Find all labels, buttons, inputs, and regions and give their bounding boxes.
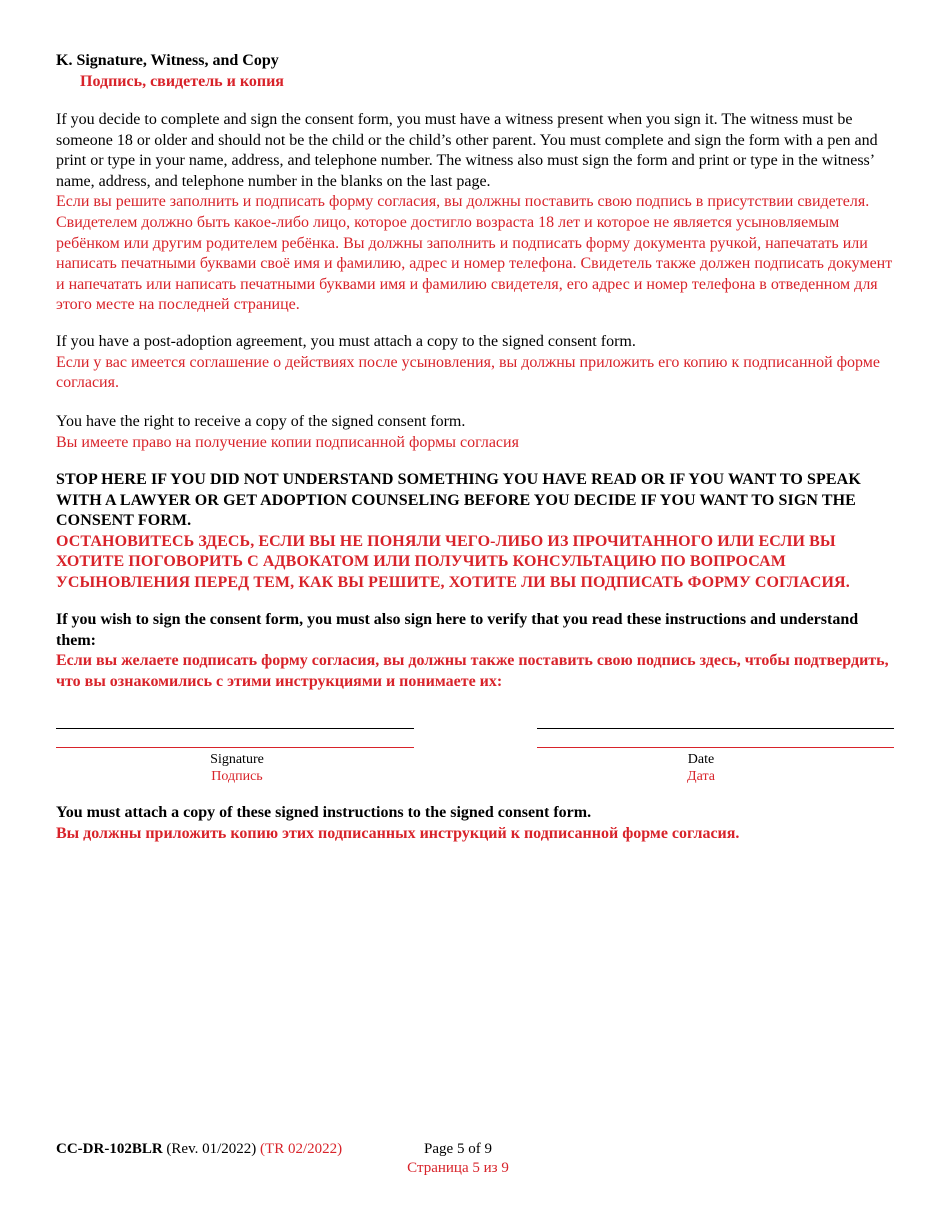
section-title-ru: Подпись, свидетель и копия (80, 72, 284, 90)
date-line[interactable] (537, 728, 894, 729)
witness-text-ru: Если вы решите заполнить и подписать форму согласия, вы должны поставить свою подпись в присутствии свидетеля. Свидетелем должно быть какое-либо лицо, которое достигло возраста 18 лет и которое не является усыновляемым ребёнком или другим родителем ребёнка. Вы должны заполнить и подписать форму документа ручкой, напечатать или написать печатными буквами своё имя и фамилию, адрес и номер телефона. Свидетель также должен подписать документ и напечатать или написать печатными буквами имя и фамилию свидетеля, его адрес и номер телефона в отведенном для этого месте на последней странице. (56, 193, 893, 314)
signature-line[interactable] (56, 728, 414, 729)
page-number (380, 1140, 536, 1178)
post-adoption-text-en: If you have a post-adoption agreement, you must attach a copy to the signed consent form. (56, 333, 636, 350)
copy-right-text-ru: Вы имеете право на получение копии подписанной формы согласия (56, 433, 519, 451)
translation-revision: (TR 02/2022) (260, 1141, 343, 1157)
section-heading (56, 51, 284, 92)
signature-line-ru (56, 747, 414, 748)
attach-text-en: You must attach a copy of these signed instructions to the signed consent form. (56, 804, 592, 821)
page-number-en: Page 5 of 9 (424, 1141, 492, 1157)
post-adoption-paragraph (56, 332, 898, 394)
date-label-en: Date (687, 752, 715, 767)
stop-warning-en: STOP HERE IF YOU DID NOT UNDERSTAND SOMETHING YOU HAVE READ OR IF YOU WANT TO SPEAK WITH A LAWYER OR GET ADOPTION COUNSELING BEFORE YOU DECIDE IF YOU WANT TO SIGN THE CONSENT FORM. (56, 471, 861, 530)
attach-text-ru: Вы должны приложить копию этих подписанных инструкций к подписанной форме согласия. (56, 824, 740, 842)
signature-label-ru: Подпись (211, 769, 263, 784)
page-number-ru: Страница 5 из 9 (407, 1160, 509, 1176)
form-revision: (Rev. 01/2022) (166, 1141, 257, 1157)
signature-caption (56, 751, 418, 785)
copy-right-text-en: You have the right to receive a copy of the signed consent form. (56, 413, 466, 430)
verify-instruction (56, 610, 898, 692)
section-title-en: K. Signature, Witness, and Copy (56, 52, 279, 69)
stop-warning-ru: ОСТАНОВИТЕСЬ ЗДЕСЬ, ЕСЛИ ВЫ НЕ ПОНЯЛИ ЧЕГО-ЛИБО ИЗ ПРОЧИТАННОГО ИЛИ ЕСЛИ ВЫ ХОТИТЕ ПОГОВОРИТЬ С АДВОКАТОМ ИЛИ ПОЛУЧИТЬ КОНСУЛЬТАЦИЮ ПО ВОПРОСАМ УСЫНОВЛЕНИЯ ПЕРЕД ТЕМ, КАК ВЫ РЕШИТЕ, ХОТИТЕ ЛИ ВЫ ПОДПИСАТЬ ФОРМУ СОГЛАСИЯ. (56, 532, 850, 591)
form-identifier (56, 1140, 342, 1159)
stop-warning (56, 470, 898, 594)
post-adoption-text-ru: Если у вас имеется соглашение о действиях после усыновления, вы должны приложить его копию к подписанной форме согласия. (56, 353, 881, 392)
form-id: CC-DR-102BLR (56, 1141, 163, 1157)
date-line-ru (537, 747, 894, 748)
date-label-ru: Дата (687, 769, 715, 784)
date-caption (537, 751, 865, 785)
signature-label-en: Signature (210, 752, 264, 767)
verify-text-ru: Если вы желаете подписать форму согласия, вы должны также поставить свою подпись здесь, чтобы подтвердить, что вы ознакомились с этими инструкциями и понимаете их: (56, 652, 889, 690)
witness-text-en: If you decide to complete and sign the consent form, you must have a witness present when you sign it. The witness must be someone 18 or older and should not be the child or the child’s other parent. You must complete and sign the form with a pen and print or type in your name, address, and telephone number. The witness also must sign the form and print or type in the witness’ name, address, and telephone number in the blanks on the last page. (56, 111, 878, 190)
copy-right-paragraph (56, 412, 898, 453)
attach-instruction (56, 803, 898, 844)
witness-paragraph (56, 110, 898, 316)
verify-text-en: If you wish to sign the consent form, you must also sign here to verify that you read these instructions and understand them: (56, 611, 859, 649)
